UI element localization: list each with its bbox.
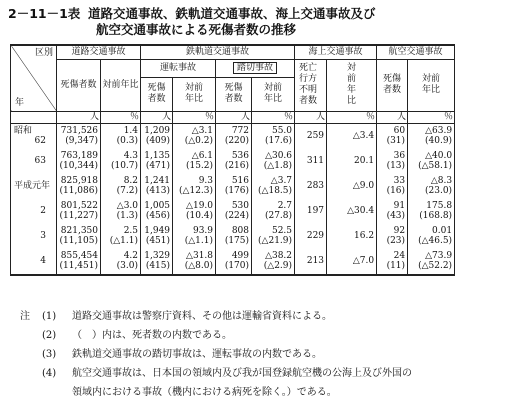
cell-rail-cr: 499 (170) [216,249,252,275]
header-corner [11,45,57,111]
note-4-continued: 領域内における事故（機内における病死を除く。）である。 [72,387,337,398]
unit-rail-op: 人 [141,111,173,123]
cell-sea: 213 [295,249,327,275]
cell-air: 33 (16) [377,174,408,199]
cell-rail-cr-yoy: 52.5 (△21.9) [252,224,295,249]
cell-sea-yoy: △7.0 [327,249,377,275]
header-rail-op-yoy: 対前年比 [173,77,216,111]
cell-road: 825,918 (11,086) [57,174,101,199]
table-title [8,6,508,38]
row-year: 平成元年 [11,174,57,199]
cell-rail-op-yoy: 93.9 (△1.1) [173,224,216,249]
cell-rail-cr: 516 (176) [216,174,252,199]
unit-road-yoy: ％ [101,111,141,123]
header-rail-operation: 運転事故 [141,59,216,77]
cell-air-yoy: △73.9 (△52.2) [408,249,455,275]
header-road-yoy: 対前年比 [101,59,141,111]
header-sea-dead: 死亡行方不明者数 [295,59,327,111]
cell-sea: 283 [295,174,327,199]
cell-road: 801,522 (11,227) [57,199,101,224]
note-1: 注 (1) 道路交通事故は警察庁資料、その他は運輸省資料による。 [20,311,332,322]
cell-road-yoy: 8.2 (7.2) [101,174,141,199]
cell-road-yoy: 1.4 (0.3) [101,123,141,149]
cell-rail-op-yoy: △31.8 (△8.0) [173,249,216,275]
cell-rail-cr: 772 (220) [216,123,252,149]
table-row [11,199,507,224]
table-row [11,224,507,249]
row-year: 2 [11,199,57,224]
header-sea: 海上交通事故 [295,45,377,59]
cell-air-yoy: 175.8 (168.8) [408,199,455,224]
header-nen: 年 [15,97,25,108]
cell-air-yoy: △40.0 (△58.1) [408,149,455,174]
header-rail-cr-yoy: 対前年比 [252,77,295,111]
table-row [11,249,507,275]
cell-road-yoy: △3.0 (1.3) [101,199,141,224]
row-year: 3 [11,224,57,249]
note-3: (3) 鉄軌道交通事故の踏切事故は、運転事故の内数である。 [42,349,322,360]
cell-sea-yoy: △3.4 [327,123,377,149]
notes [20,307,510,402]
unit-road: 人 [57,111,101,123]
cell-road-yoy: 4.3 (10.7) [101,149,141,174]
row-year: 4 [11,249,57,275]
cell-sea: 197 [295,199,327,224]
header-road: 道路交通事故 [57,45,141,59]
title-line-2: 航空交通事故による死傷者数の推移 [96,22,297,37]
unit-sea: 人 [295,111,327,123]
cell-sea-yoy: △9.0 [327,174,377,199]
cell-rail-op-yoy: 9.3 (△12.3) [173,174,216,199]
cell-sea: 311 [295,149,327,174]
casualty-table [10,44,507,276]
unit-blank [11,111,57,123]
cell-air: 91 (43) [377,199,408,224]
cell-road: 731,526 (9,347) [57,123,101,149]
cell-road-yoy: 4.2 (3.0) [101,249,141,275]
table-number: 2－11－1表 [8,6,81,21]
cell-air-yoy: 0.01 (△46.5) [408,224,455,249]
row-year: 63 [11,149,57,174]
unit-sea-yoy: ％ [327,111,377,123]
cell-rail-cr: 536 (216) [216,149,252,174]
cell-rail-op-yoy: △6.1 (15.2) [173,149,216,174]
header-air: 航空交通事故 [377,45,455,59]
header-rail-crossing: 踏切事故 [216,59,295,77]
header-rail-op-casualties: 死傷者数 [141,77,173,111]
header-road-casualties: 死傷者数 [57,59,101,111]
table-body [11,123,507,275]
cell-air: 24 (11) [377,249,408,275]
table-row [11,149,507,174]
cell-air: 60 (31) [377,123,408,149]
header-rail-cr-casualties: 死傷者数 [216,77,252,111]
cell-air-yoy: △8.3 (23.0) [408,174,455,199]
unit-rail-op-yoy: ％ [173,111,216,123]
cell-rail-cr-yoy: △38.2 (△2.9) [252,249,295,275]
cell-sea: 259 [295,123,327,149]
cell-air: 36 (13) [377,149,408,174]
cell-road: 821,350 (11,105) [57,224,101,249]
cell-rail-cr-yoy: 2.7 (27.8) [252,199,295,224]
cell-road: 855,454 (11,451) [57,249,101,275]
cell-rail-op: 1,329 (415) [141,249,173,275]
cell-road: 763,189 (10,344) [57,149,101,174]
cell-road-yoy: 2.5 (△1.1) [101,224,141,249]
cell-rail-op: 1,241 (413) [141,174,173,199]
cell-rail-op: 1,949 (451) [141,224,173,249]
cell-rail-op-yoy: △19.0 (10.4) [173,199,216,224]
cell-rail-cr-yoy: △30.6 (△1.8) [252,149,295,174]
header-rail: 鉄軌道交通事故 [141,45,295,59]
header-air-yoy: 対前年比 [408,59,455,111]
header-sea-yoy: 対前年比 [327,59,377,111]
cell-air: 92 (23) [377,224,408,249]
note-2: (2) （ ）内は、死者数の内数である。 [42,330,232,341]
title-line-1: 道路交通事故、鉄軌道交通事故、海上交通事故及び [88,6,376,21]
cell-rail-op: 1,005 (456) [141,199,173,224]
cell-rail-op-yoy: △3.1 (△0.2) [173,123,216,149]
unit-rail-cr: 人 [216,111,252,123]
cell-rail-cr: 530 (224) [216,199,252,224]
row-year: 昭和 62 [11,123,57,149]
cell-rail-op: 1,135 (471) [141,149,173,174]
unit-air: 人 [377,111,408,123]
cell-rail-cr-yoy: △3.7 (△18.5) [252,174,295,199]
cell-sea-yoy: △30.4 [327,199,377,224]
table-row [11,123,507,149]
cell-sea-yoy: 20.1 [327,149,377,174]
cell-rail-cr-yoy: 55.0 (17.6) [252,123,295,149]
note-4: (4) 航空交通事故は、日本国の領域内及び我が国登録航空機の公海上及び外国の [42,368,412,379]
unit-air-yoy: ％ [408,111,455,123]
header-air-casualties: 死傷者数 [377,59,408,111]
cell-sea-yoy: 16.2 [327,224,377,249]
table-row [11,174,507,199]
cell-rail-cr: 808 (175) [216,224,252,249]
cell-rail-op: 1,209 (409) [141,123,173,149]
cell-sea: 229 [295,224,327,249]
unit-rail-cr-yoy: ％ [252,111,295,123]
cell-air-yoy: △63.9 (40.9) [408,123,455,149]
header-kubetsu: 区別 [34,48,53,58]
